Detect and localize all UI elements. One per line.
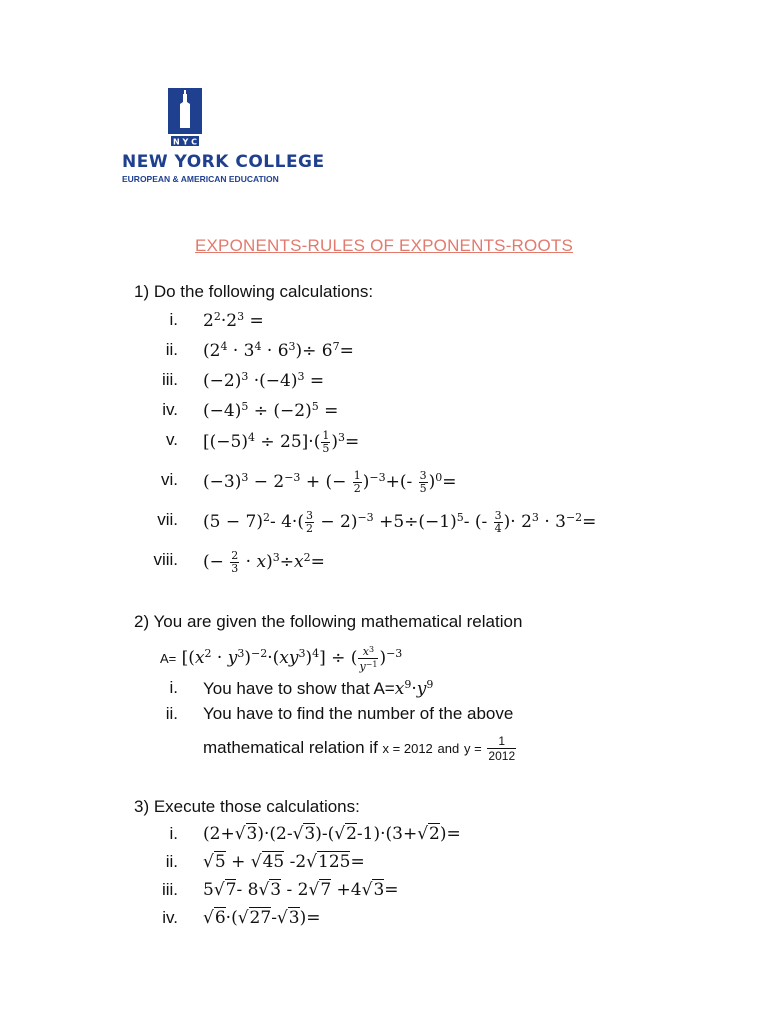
math-expression: $(-4)^5 \div (-2)^5$ = bbox=[203, 400, 339, 421]
math-expression: $(-2)^3 \cdot(-4)^3$ = bbox=[203, 370, 325, 391]
math-expression: $(-3)^3 - 2^{-3}$ + (− $\frac{1}{2}$ )$^{-3}$+(- $\frac{3}{5}$ )$^0$= bbox=[203, 469, 457, 495]
math-expression: $(2^4 \cdot 3^4 \cdot 6^3)\div 6^7=$ bbox=[203, 340, 354, 361]
math-expression: (− $\frac{2}{3}$ · $x)^3\div x^2=$ bbox=[203, 549, 325, 575]
math-expression: √6·(√27-√3)= bbox=[203, 908, 321, 928]
item-number: iii. bbox=[161, 880, 178, 899]
item-number: iv. bbox=[162, 908, 178, 927]
logo-brand-text: NEW YORK COLLEGE bbox=[122, 152, 325, 172]
svg-text:N Y C: N Y C bbox=[173, 137, 197, 147]
statue-of-liberty-logo-icon bbox=[168, 88, 202, 148]
math-expression: √5 + √45 -2√125= bbox=[203, 852, 365, 872]
item-text: You have to find the number of the above bbox=[203, 704, 514, 723]
item-number: vii. bbox=[157, 510, 178, 529]
item-number: i. bbox=[169, 310, 178, 329]
item-number: v. bbox=[166, 430, 178, 449]
item-number: ii. bbox=[165, 340, 178, 359]
item-number: i. bbox=[169, 678, 178, 697]
math-expression: $(5 - 7)^2-$ 4·( $\frac{3}{2}$ − $2)^{-3} +5\div(-1)^5-$ (- $\frac{3}{4}$ )· $2^3 \cdot 3^{-2}=$ bbox=[203, 509, 597, 535]
item-text: You have to show that $A=x^9\cdot y^9$ bbox=[203, 678, 434, 699]
item-number: iii. bbox=[161, 370, 178, 389]
question-2-heading: 2) You are given the following mathematical relation bbox=[134, 612, 523, 631]
math-expression: $[(-5)^4 \div 25]\cdot$( $\frac{1}{5}$ )$^3$= bbox=[203, 429, 360, 455]
item-text: mathematical relation if x = 2012 and y = $\frac{1}{2012}$ bbox=[203, 734, 516, 763]
math-expression: $A= [(x^2 \cdot y^3)^{-2}\cdot(xy^3)^4]$ ÷ ( $\frac{x^3}{y^{-1}}$ )$^{-3}$ bbox=[160, 645, 403, 673]
college-logo bbox=[110, 88, 325, 188]
logo-tagline: EUROPEAN & AMERICAN EDUCATION bbox=[122, 174, 279, 184]
question-3-heading: 3) Execute those calculations: bbox=[134, 797, 360, 816]
item-number: i. bbox=[169, 824, 178, 843]
question-1-heading: 1) Do the following calculations: bbox=[134, 282, 374, 301]
item-number: iv. bbox=[162, 400, 178, 419]
item-number: vi. bbox=[161, 470, 178, 489]
math-expression: $2^2\cdot 2^3$ = bbox=[203, 310, 264, 331]
item-number: ii. bbox=[165, 852, 178, 871]
item-number: viii. bbox=[153, 550, 178, 569]
math-expression: (2+√3)·(2-√3)-(√2-1)·(3+√2)= bbox=[203, 824, 461, 844]
page-title: EXPONENTS-RULES OF EXPONENTS-ROOTS bbox=[194, 236, 574, 255]
item-number: ii. bbox=[165, 704, 178, 723]
math-expression: 5√7- 8√3 - 2√7 +4√3= bbox=[203, 880, 399, 900]
